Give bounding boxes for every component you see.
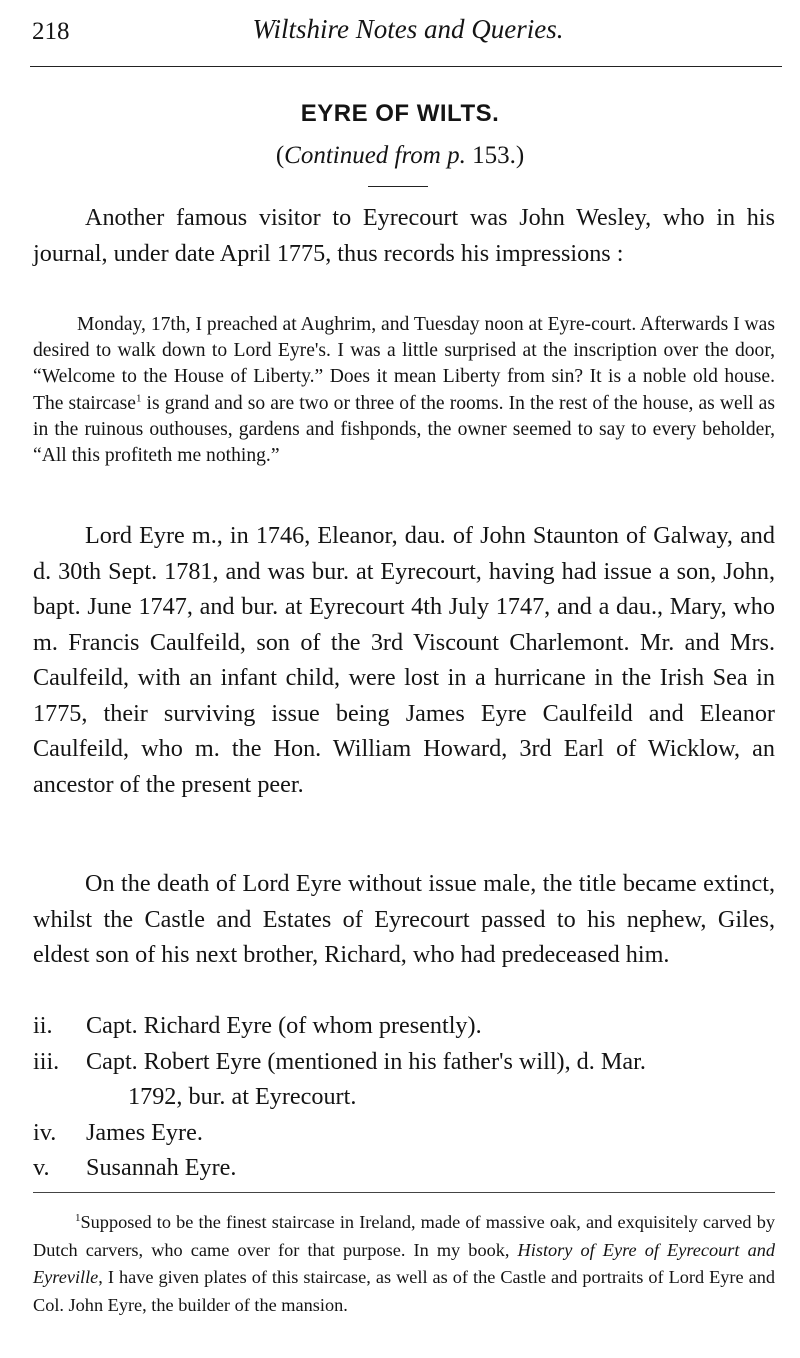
list-text: Susannah Eyre. xyxy=(86,1154,237,1181)
footnote-rule xyxy=(33,1192,775,1193)
page-number: 218 xyxy=(32,18,70,45)
list-item xyxy=(33,1150,778,1186)
list-numeral: ii. xyxy=(33,1012,53,1039)
list-numeral: iii. xyxy=(33,1047,60,1075)
footnote-text-1: Supposed to be the finest staircase in Ireland, made of massive oak, and exquisitely carved by Dutch carvers, who came over for that purpose. In my book, xyxy=(33,1212,775,1260)
list-text: James Eyre. xyxy=(86,1118,203,1146)
journal-quote xyxy=(33,312,775,469)
list-item xyxy=(33,1008,778,1044)
page-header xyxy=(32,14,784,54)
list-continuation: 1792, bur. at Eyrecourt. xyxy=(128,1083,357,1110)
paragraph-3 xyxy=(33,866,775,973)
footnote-reference[interactable]: 1 xyxy=(135,392,142,405)
header-rule xyxy=(30,66,782,67)
quote-text-1: Monday, 17th, I preached at Aughrim, and Tuesday noon at Eyre-court. Afterwards I was desired to walk down to Lord Eyre's. I was a little surprised at the inscription over the door, “Welcome to the House of Liberty.” Does it mean Liberty from sin? It is a noble old house. The staircase xyxy=(33,314,775,414)
list-text: Capt. Robert Eyre (mentioned in his father's will), d. Mar. xyxy=(86,1047,646,1075)
list-item xyxy=(33,1115,778,1151)
subtitle-continued: Continued from p. xyxy=(284,142,466,169)
list-numeral: v. xyxy=(33,1154,50,1181)
paragraph-3-text: On the death of Lord Eyre without issue male, the title became extinct, whilst the Castle and Estates of Eyrecourt passed to his nephew, Giles, eldest son of his next brother, Richard, who had predeceased him. xyxy=(33,870,775,968)
paragraph-2 xyxy=(33,518,775,802)
list-text: Capt. Richard Eyre (of whom presently). xyxy=(86,1012,482,1039)
running-head: Wiltshire Notes and Queries. xyxy=(252,14,564,44)
footnote xyxy=(33,1209,775,1319)
paragraph-2-text: Lord Eyre m., in 1746, Eleanor, dau. of John Staunton of Galway, and d. 30th Sept. 1781, and was bur. at Eyrecourt, having had issue a son, John, bapt. June 1747, and bur. at Eyrecourt 4th July 1747, and a dau., Mary, who m. Francis Caulfeild, son of the 3rd Viscount Charlemont. Mr. and Mrs. Caulfeild, with an infant child, were lost in a hurricane in the Irish Sea in 1775, their surviving issue being James Eyre Caulfeild and Eleanor Caulfeild, who m. the Hon. William Howard, 3rd Earl of Wicklow, an ancestor of the present peer. xyxy=(33,522,775,798)
list-numeral: iv. xyxy=(33,1118,57,1146)
paragraph-1 xyxy=(33,200,775,271)
footnote-text-2: , I have given plates of this staircase, as well as of the Castle and portraits of Lord Eyre and Col. John Eyre, the builder of the mansion. xyxy=(33,1267,775,1315)
footnote-book-title: History of Eyre of Eyrecourt and Eyreville xyxy=(33,1239,775,1287)
subtitle-open-paren: ( xyxy=(275,142,285,169)
paragraph-1-text: Another famous visitor to Eyrecourt was John Wesley, who in his journal, under date April 1775, thus records his impressions : xyxy=(33,204,775,267)
list-item xyxy=(33,1044,778,1115)
footnote-mark: 1 xyxy=(75,1211,81,1224)
article-title: EYRE OF WILTS. xyxy=(300,100,500,127)
subtitle-page: 153.) xyxy=(472,142,525,169)
title-rule xyxy=(368,186,428,187)
article-subtitle xyxy=(0,142,800,170)
children-list xyxy=(33,1008,778,1186)
quote-text-2: is grand and so are two or three of the rooms. In the rest of the house, as well as in the ruinous outhouses, gardens and fishponds, the owner seemed to say to every beholder, “All this profiteth me nothing.” xyxy=(33,392,775,467)
